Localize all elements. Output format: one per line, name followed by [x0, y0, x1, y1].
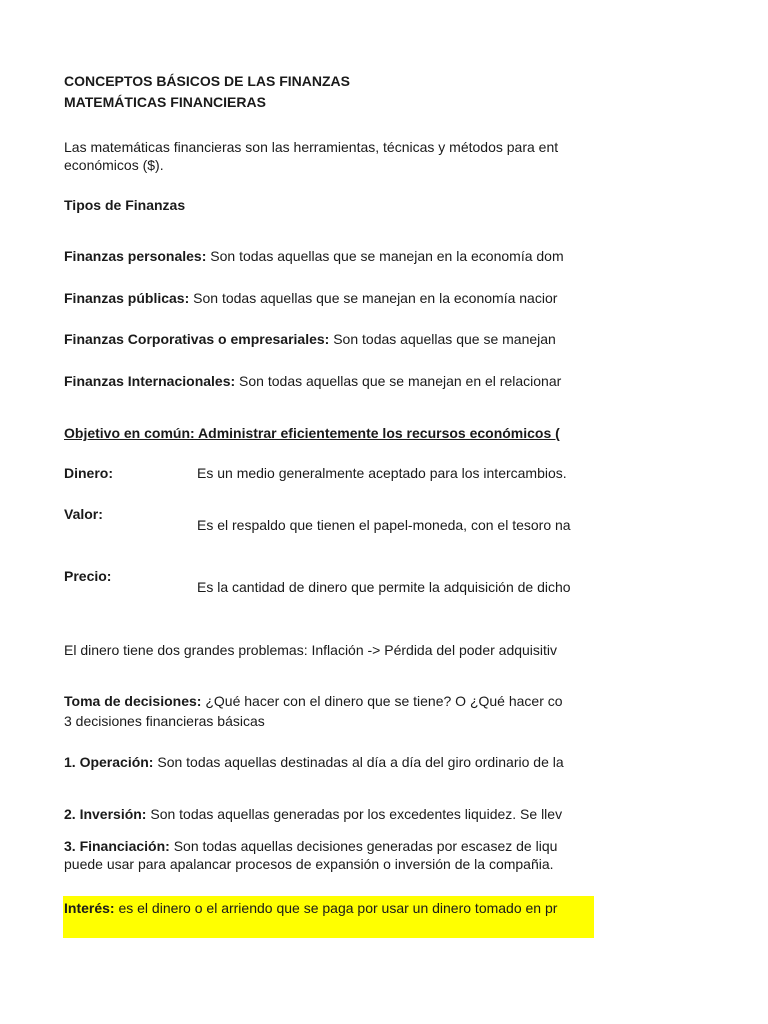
tipo-label: Finanzas Internacionales: — [64, 373, 236, 389]
interes-definicion — [64, 899, 557, 917]
decision-text: Son todas aquellas generadas por los excedentes liquidez. Se llev — [146, 806, 563, 822]
tipo-label: Finanzas Corporativas o empresariales: — [64, 331, 330, 347]
tipo-personales — [64, 247, 564, 265]
decision-text: Son todas aquellas decisiones generadas por escasez de liqu — [169, 838, 558, 854]
interes-text: es el dinero o el arriendo que se paga por usar un dinero tomado en pr — [114, 900, 558, 916]
tipo-text: Son todas aquellas que se manejan — [329, 331, 556, 347]
tipo-text: Son todas aquellas que se manejan en la economía dom — [206, 248, 564, 264]
intro-line-1: Las matemáticas financieras son las herramientas, técnicas y métodos para ent — [64, 139, 559, 155]
decision-financiacion-line-2: puede usar para apalancar procesos de expansión o inversión de la compañia. — [64, 856, 554, 872]
decision-label: 3. Financiación: — [64, 838, 170, 854]
toma-decisiones — [64, 692, 563, 710]
toma-label: Toma de decisiones: — [64, 693, 202, 709]
toma-text: ¿Qué hacer con el dinero que se tiene? O ¿Qué hacer co — [201, 693, 563, 709]
tipo-label: Finanzas personales: — [64, 248, 207, 264]
tipo-internacionales — [64, 372, 561, 390]
decision-inversion — [64, 805, 562, 823]
decision-text: Son todas aquellas destinadas al día a día del giro ordinario de la — [153, 754, 564, 770]
decision-label: 1. Operación: — [64, 754, 154, 770]
toma-line-2: 3 decisiones financieras básicas — [64, 713, 265, 729]
tipo-publicas — [64, 289, 557, 307]
tipo-text: Son todas aquellas que se manejan en el relacionar — [235, 373, 562, 389]
problemas-dinero: El dinero tiene dos grandes problemas: Inflación -> Pérdida del poder adquisitiv — [64, 642, 558, 658]
def-text-dinero: Es un medio generalmente aceptado para los intercambios. — [197, 465, 567, 481]
tipos-heading: Tipos de Finanzas — [64, 197, 186, 213]
decision-operacion — [64, 753, 564, 771]
def-text-precio: Es la cantidad de dinero que permite la adquisición de dicho — [197, 579, 571, 595]
def-label-dinero: Dinero: — [64, 465, 113, 481]
title-conceptos: CONCEPTOS BÁSICOS DE LAS FINANZAS — [64, 73, 350, 89]
tipo-corporativas — [64, 330, 556, 348]
def-text-valor: Es el respaldo que tienen el papel-moneda, con el tesoro na — [197, 517, 571, 533]
title-matematicas: MATEMÁTICAS FINANCIERAS — [64, 94, 266, 110]
interes-label: Interés: — [64, 900, 115, 916]
decision-financiacion — [64, 837, 557, 855]
decision-label: 2. Inversión: — [64, 806, 147, 822]
tipo-label: Finanzas públicas: — [64, 290, 190, 306]
tipo-text: Son todas aquellas que se manejan en la economía nacior — [189, 290, 558, 306]
objetivo-comun: Objetivo en común: Administrar eficientemente los recursos económicos ( — [64, 425, 560, 441]
def-label-precio: Precio: — [64, 568, 112, 584]
def-label-valor: Valor: — [64, 506, 103, 522]
intro-line-2: económicos ($). — [64, 157, 164, 173]
